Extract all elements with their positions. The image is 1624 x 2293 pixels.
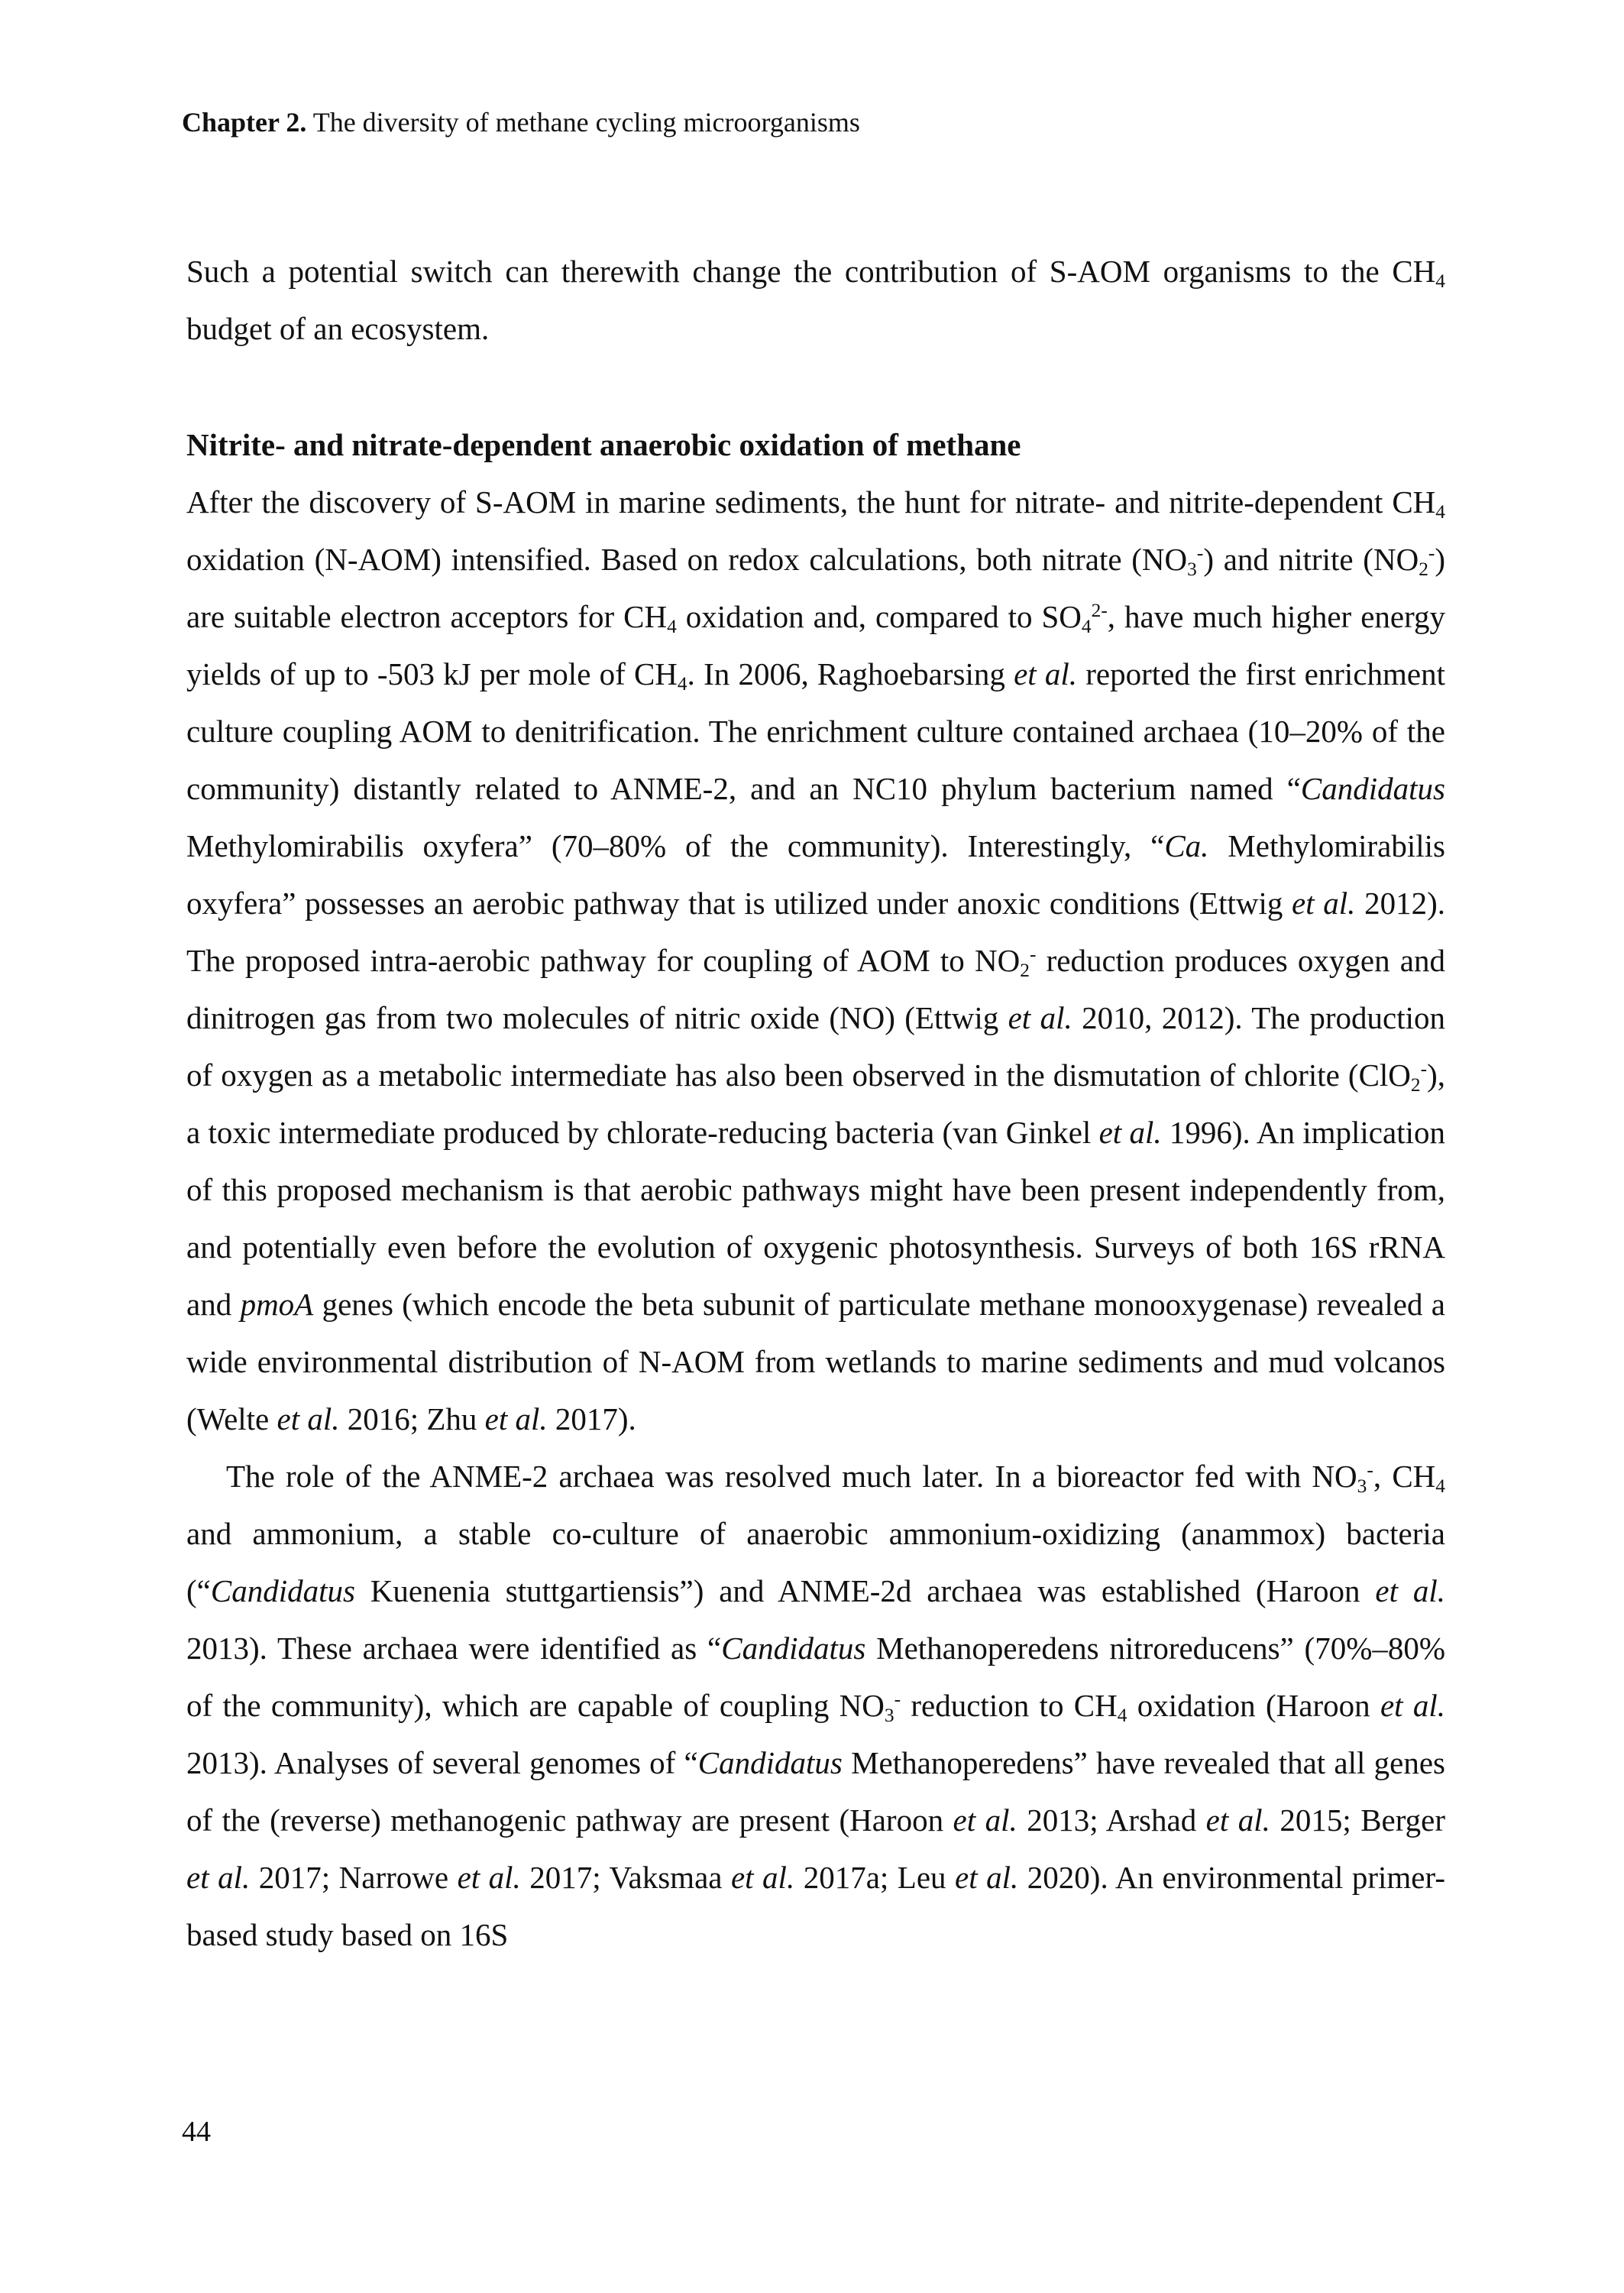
section-nitrite-nitrate-aom — [186, 416, 1445, 1964]
intro-text-block — [186, 243, 1445, 358]
page-number: 44 — [182, 2116, 211, 2148]
body-paragraph-2: The role of the ANME-2 archaea was resolved much later. In a bioreactor fed with $NO_3^-$, $CH_4$ and ammonium, a stable co-culture of anaerobic ammonium-oxidizing (anammox) bacteria (“Candidatus Kuenenia stuttgartiensis”) and ANME-2d archaea was established (Haroon et al. 2013). These archaea were identified as “Candidatus Methanoperedens nitroreducens” (70%–80% of the community), which are capable of coupling $NO_3^-$ reduction to $CH_4$ oxidation (Haroon et al. 2013). Analyses of several genomes of “Candidatus Methanoperedens” have revealed that all genes of the (reverse) methanogenic pathway are present (Haroon et al. 2013; Arshad et al. 2015; Berger et al. 2017; Narrowe et al. 2017; Vaksmaa et al. 2017a; Leu et al. 2020). An environmental primer-based study based on 16S — [186, 1459, 1446, 1952]
intro-paragraph: Such a potential switch can therewith change the contribution of S-AOM organisms to the $CH_4$ budget of an ecosystem. — [186, 254, 1445, 346]
chapter-title: The diversity of methane cycling microorganisms — [312, 107, 860, 138]
section-heading: Nitrite- and nitrate-dependent anaerobic oxidation of methane — [186, 427, 1021, 462]
chapter-label: Chapter 2. — [182, 107, 307, 138]
running-header — [182, 105, 860, 139]
body-paragraph-1: After the discovery of S-AOM in marine sediments, the hunt for nitrate- and nitrite-dependent $CH_4$ oxidation (N-AOM) intensified. Based on redox calculations, both nitrate $(NO_3^-)$ and nitrite $(NO_2^-)$ are suitable electron acceptors for $CH_4$ oxidation and, compared to $SO_4^{2-}$, have much higher energy yields of up to -503 kJ per mole of $CH_4$. In 2006, Raghoebarsing et al. reported the first enrichment culture coupling AOM to denitrification. The enrichment culture contained archaea (10–20% of the community) distantly related to ANME-2, and an NC10 phylum bacterium named “Candidatus Methylomirabilis oxyfera” (70–80% of the community). Interestingly, “Ca. Methylomirabilis oxyfera” possesses an aerobic pathway that is utilized under anoxic conditions (Ettwig et al. 2012). The proposed intra-aerobic pathway for coupling of AOM to $NO_2^-$ reduction produces oxygen and dinitrogen gas from two molecules of nitric oxide (NO) (Ettwig et al. 2010, 2012). The production of oxygen as a metabolic intermediate has also been observed in the dismutation of chlorite (ClO$_2$-), a toxic intermediate produced by chlorate-reducing bacteria (van Ginkel et al. 1996). An implication of this proposed mechanism is that aerobic pathways might have been present independently from, and potentially even before the evolution of oxygenic photosynthesis. Surveys of both 16S rRNA and pmoA genes (which encode the beta subunit of particulate methane monooxygenase) revealed a wide environmental distribution of N-AOM from wetlands to marine sediments and mud volcanos (Welte et al. 2016; Zhu et al. 2017). — [186, 484, 1446, 1436]
